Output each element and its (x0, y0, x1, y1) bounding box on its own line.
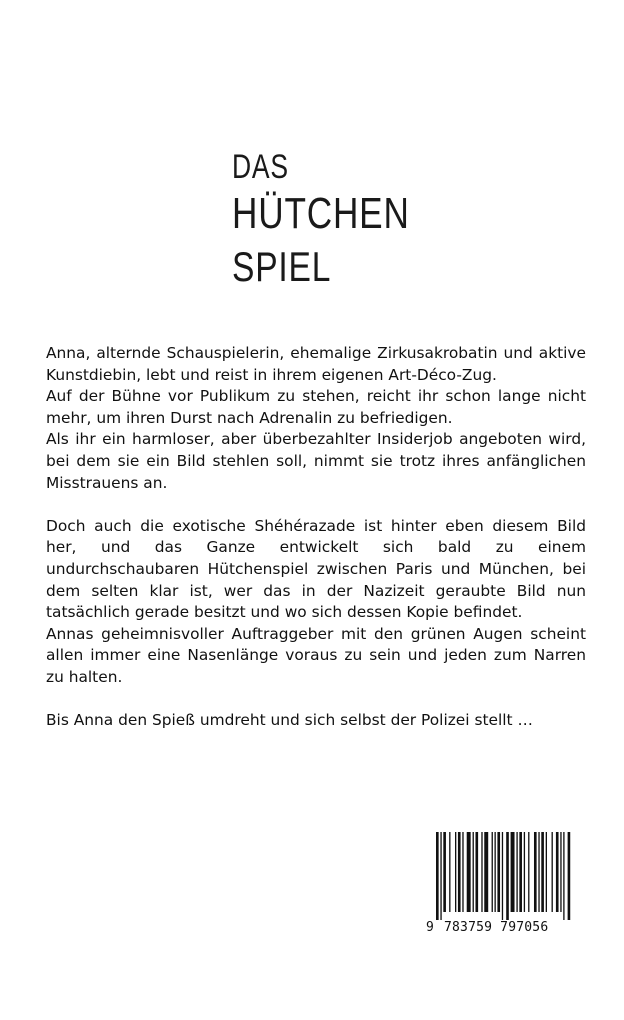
barcode-bars (436, 832, 572, 920)
barcode-bar (481, 832, 482, 912)
barcode-bar (534, 832, 537, 912)
barcode-bar (484, 832, 488, 912)
blurb-sentence: Auf der Bühne vor Publikum zu stehen, reicht ihr schon lange nicht mehr, um ihren Durst nach Adrenalin zu befriedigen. (46, 387, 586, 427)
blurb-text (46, 343, 586, 753)
barcode-bar (502, 832, 503, 920)
barcode-bar (568, 832, 571, 920)
blurb-paragraph (46, 343, 586, 494)
barcode-bar (516, 832, 517, 912)
barcode-bar (473, 832, 474, 912)
barcode-bar (497, 832, 500, 912)
barcode-number: 783759 797056 (444, 920, 549, 935)
barcode-bar (538, 832, 539, 912)
barcode-bar (519, 832, 522, 912)
title-line-spiel: SPIEL (232, 243, 332, 290)
isbn-barcode (426, 828, 578, 940)
barcode-bar (552, 832, 553, 912)
blurb-sentence: Bis Anna den Spieß umdreht und sich selbst der Polizei stellt … (46, 711, 533, 730)
barcode-bar (455, 832, 456, 912)
barcode-bar (467, 832, 471, 912)
barcode-bar (449, 832, 450, 912)
barcode-bar (506, 832, 509, 920)
blurb-sentence: Als ihr ein harmloser, aber überbezahlter Insiderjob angeboten wird, bei dem sie ein Bild stehlen soll, nimmt sie trotz ihres anfänglichen Misstrauens an. (46, 430, 586, 492)
blurb-paragraph (46, 710, 586, 732)
title-line-huetchen: HÜTCHEN (232, 189, 410, 238)
barcode-bar (556, 832, 559, 912)
blurb-sentence: Anna, alternde Schauspielerin, ehemalige Zirkusakrobatin und aktive Kunstdiebin, lebt und reist in ihrem eigenen Art-Déco-Zug. (46, 344, 586, 384)
barcode-bar (541, 832, 544, 912)
barcode-bar (524, 832, 525, 912)
barcode-bar (443, 832, 446, 912)
barcode-bar (475, 832, 478, 912)
barcode-bar (440, 832, 441, 920)
barcode-bar (511, 832, 515, 912)
barcode-bar (494, 832, 495, 912)
barcode-lead-digit: 9 (426, 920, 434, 935)
barcode-bar (462, 832, 463, 912)
blurb-sentence: Doch auch die exotische Shéhérazade ist hinter eben diesem Bild her, und das Ganze entwickelt sich bald zu einem undurchschaubaren Hütchenspiel zwischen Paris und München, bei dem selten klar ist, wer das in der Nazizeit geraubte Bild nun tatsächlich gerade besitzt und wo sich dessen Kopie befindet. (46, 516, 586, 622)
barcode-bar (560, 832, 561, 912)
barcode-bar (563, 832, 564, 920)
barcode-bar (492, 832, 493, 912)
barcode-bar (528, 832, 529, 912)
barcode-bar (458, 832, 461, 912)
blurb-sentence: Annas geheimnisvoller Auftraggeber mit den grünen Augen scheint allen immer eine Nasenlänge voraus zu sein und jeden zum Narren zu halten. (46, 624, 586, 686)
barcode-bar (436, 832, 439, 920)
blurb-paragraph (46, 516, 586, 689)
barcode-bar (546, 832, 547, 912)
title-line-das: DAS (232, 148, 289, 186)
